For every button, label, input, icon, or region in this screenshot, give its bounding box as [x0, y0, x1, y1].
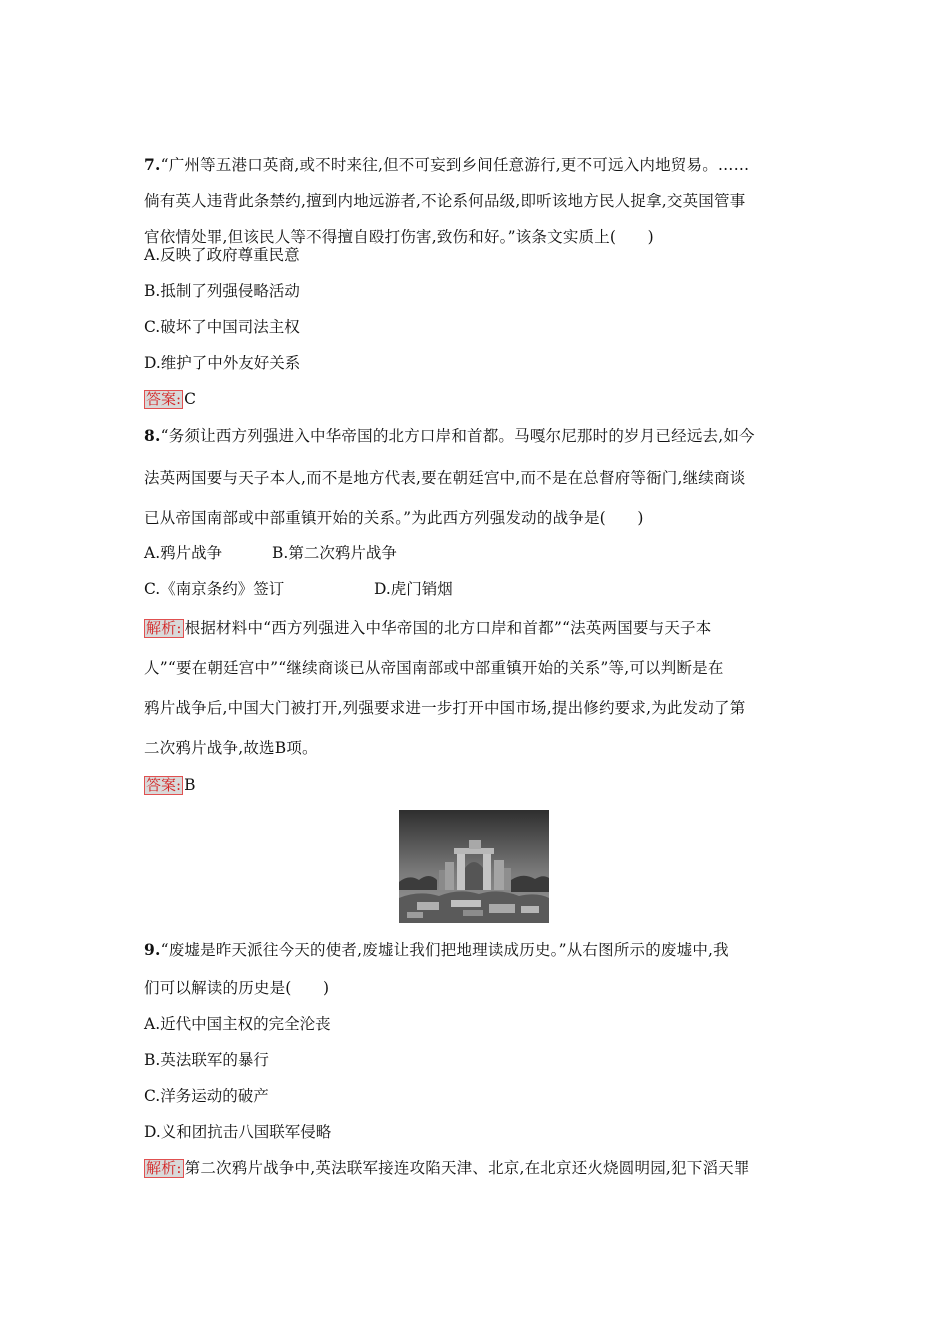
- analysis-tag: 解析:: [146, 619, 182, 637]
- question-number: 9.: [144, 940, 161, 959]
- analysis-tag: 解析:: [146, 1159, 182, 1177]
- question-9-options: [144, 1006, 808, 1186]
- question-8-options: [144, 535, 808, 607]
- options-row-2: [144, 571, 808, 607]
- option-c: C.洋务运动的破产: [144, 1087, 269, 1105]
- answer-line: [144, 381, 808, 417]
- option-d: D.虎门销烟: [374, 580, 453, 598]
- option-d: D.维护了中外友好关系: [144, 354, 301, 372]
- options-row-1: [144, 535, 808, 571]
- question-7-stem-line-3: 官依情处罪,但该民人等不得擅自殴打伤害,致伤和好。”该条文实质上( ): [144, 228, 654, 246]
- ruins-image: [399, 810, 549, 923]
- analysis-line-3: 鸦片战争后,中国大门被打开,列强要求进一步打开中国市场,提出修约要求,为此发动了第: [144, 699, 746, 717]
- option-a: A.反映了政府尊重民意: [144, 246, 300, 264]
- analysis-line-1: 解析: 根据材料中“西方列强进入中华帝国的北方口岸和首都”“法英两国要与天子本: [146, 619, 712, 637]
- option-d: D.义和团抗击八国联军侵略: [144, 1123, 332, 1141]
- question-8-stem-line-1: 8.“务须让西方列强进入中华帝国的北方口岸和首都。马嘎尔尼那时的岁月已经远去,如今: [144, 426, 755, 445]
- question-9-stem-line-2: 们可以解读的历史是( ): [144, 979, 330, 997]
- option-b: B.英法联军的暴行: [144, 1051, 269, 1069]
- question-8-answer: [144, 767, 808, 803]
- question-8-stem-line-3: 已从帝国南部或中部重镇开始的关系。”为此西方列强发动的战争是( ): [144, 509, 644, 527]
- analysis-line-4: 二次鸦片战争,故选B项。: [144, 739, 318, 757]
- answer-tag: 答案:: [146, 390, 182, 408]
- question-7-options: [144, 237, 808, 417]
- question-8-stem-rest: [144, 458, 808, 538]
- question-9-stem-line-1: 9.“废墟是昨天派往今天的使者,废墟让我们把地理读成历史。”从右图所示的废墟中,我: [144, 940, 729, 959]
- option-b: B.抵制了列强侵略活动: [144, 282, 300, 300]
- option-a: A.鸦片战争: [144, 544, 223, 562]
- question-7-stem-line-2: 倘有英人违背此条禁约,擅到内地远游者,不论系何品级,即听该地方民人捉拿,交英国管事: [144, 192, 746, 210]
- ruins-photo: [399, 810, 549, 923]
- option-c: C.《南京条约》签订: [144, 580, 285, 598]
- question-number: 8.: [144, 426, 161, 445]
- answer-value: C: [184, 390, 196, 408]
- question-number: 7.: [144, 155, 161, 174]
- analysis-line-2: 人”“要在朝廷宫中”“继续商谈已从帝国南部或中部重镇开始的关系”等,可以判断是在: [144, 659, 724, 677]
- answer-line: [144, 767, 808, 803]
- answer-value: B: [184, 776, 196, 794]
- question-8-stem-line-2: 法英两国要与天子本人,而不是地方代表,要在朝廷宫中,而不是在总督府等衙门,继续商谈: [144, 469, 746, 487]
- option-a: A.近代中国主权的完全沦丧: [144, 1015, 331, 1033]
- option-b: B.第二次鸦片战争: [272, 544, 397, 562]
- question-8: [144, 418, 808, 454]
- question-7-stem-line-1: 7.“广州等五港口英商,或不时来往,但不可妄到乡间任意游行,更不可远入内地贸易。……: [144, 155, 750, 174]
- answer-tag: 答案:: [146, 776, 182, 794]
- option-c: C.破坏了中国司法主权: [144, 318, 300, 336]
- question-9: [144, 930, 808, 1006]
- analysis-line-1: 解析: 第二次鸦片战争中,英法联军接连攻陷天津、北京,在北京还火烧圆明园,犯下滔天罪: [146, 1159, 750, 1177]
- question-8-analysis: [144, 608, 808, 768]
